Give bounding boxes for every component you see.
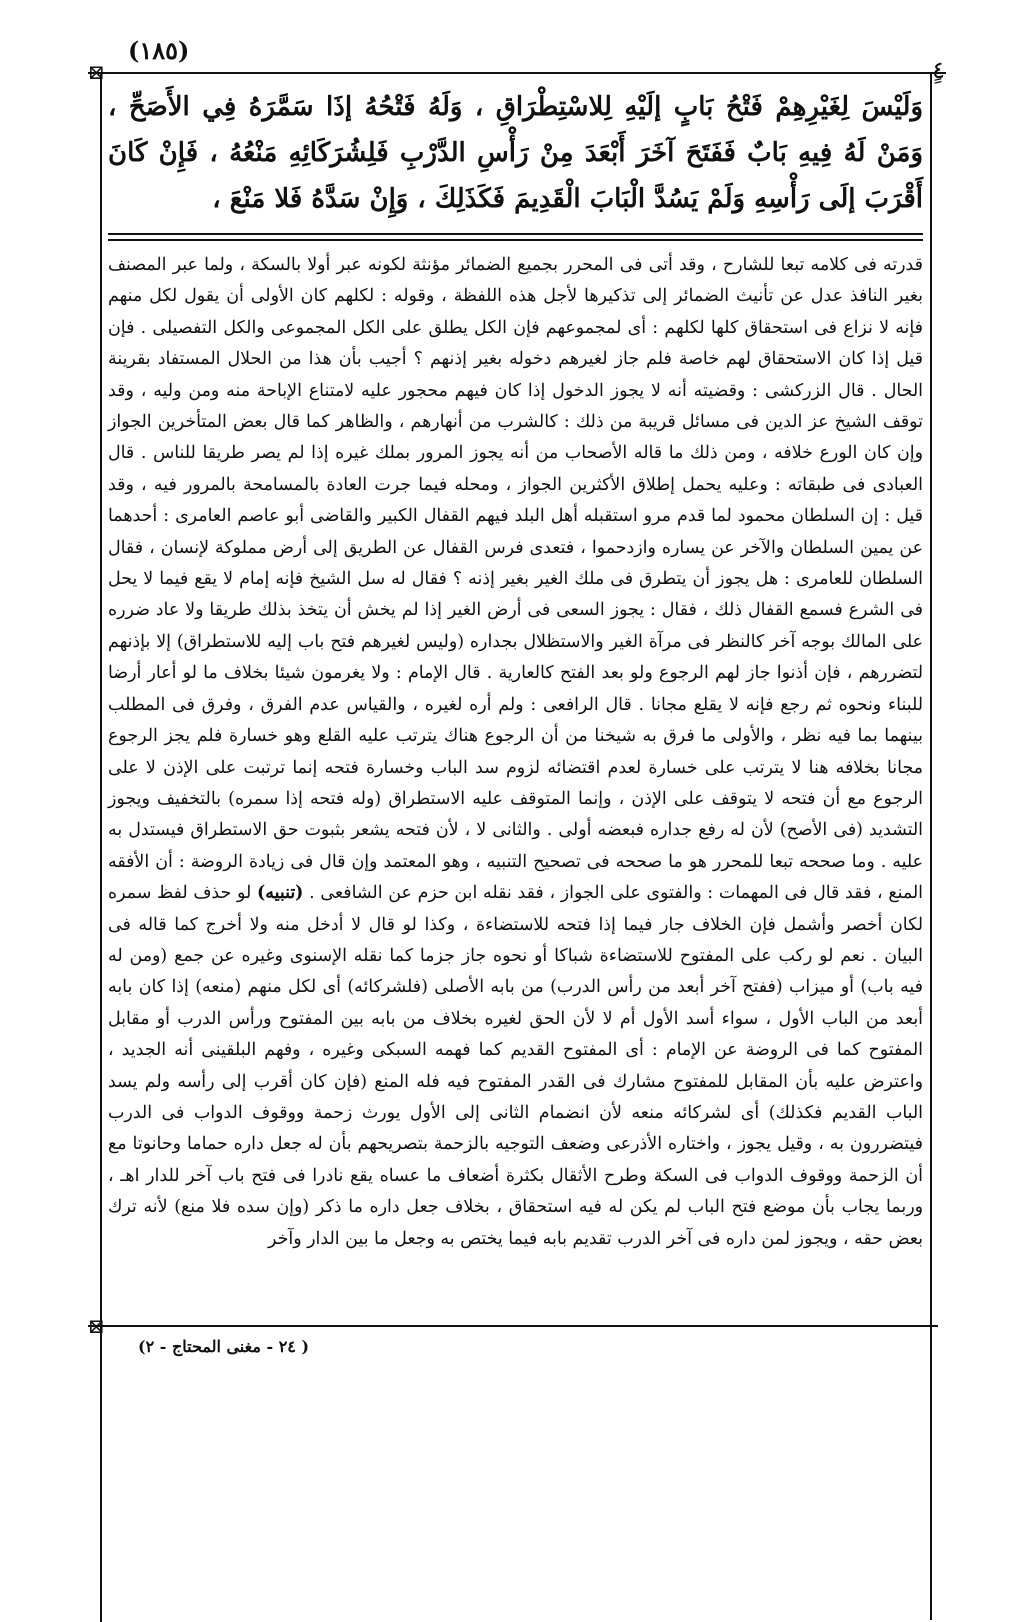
frame-right-line bbox=[930, 72, 932, 1620]
corner-ornament-icon: ⊠ bbox=[88, 1314, 105, 1338]
main-text: وَلَيْسَ لِغَيْرِهِمْ فَتْحُ بَابٍ إلَيْهِ لِلاسْتِطْرَاقِ ، وَلَهُ فَتْحُهُ إذَا سَمَّرَهُ فِي الأَصَحِّ ، وَمَنْ لَهُ فِيهِ بَابٌ فَفَتَحَ آخَرَ أَبْعَدَ مِنْ رَأْسِ الدَّرْبِ فَلِشُرَكَائِهِ مَنْعُهُ ، فَإِنْ كَانَ أَقْرَبَ إلَى رَأْسِهِ وَلَمْ يَسُدَّ الْبَابَ الْقَدِيمَ فَكَذَلِكَ ، وَإِنْ سَدَّهُ فَلا مَنْعَ ، bbox=[108, 92, 923, 214]
commentary-block bbox=[108, 250, 923, 1255]
corner-ornament-icon: ⊠ bbox=[88, 60, 105, 84]
commentary-text: قدرته فى كلامه تبعا للشارح ، وقد أتى فى المحرر بجميع الضمائر مؤنثة لكونه عبر أولا بالسكة ، ولما عبر المصنف بغير النافذ عدل عن تأنيث الضمائر إلى تذكيرها لأجل هذه اللفظة ، وقوله : لكلهم كان الأولى أن يقول لكل منهم فإنه لا نزاع فى استحقاق كلها لكلهم : أى لمجموعهم فإن الكل يطلق على الكل المجموعى والكل التفصيلى . فإن قيل إذا كان الاستحقاق لهم خاصة فلم جاز لغيرهم دخوله بغير إذنهم ؟ أجيب بأن هذا من الحلال المستفاد بقرينة الحال . قال الزركشى : وقضيته أنه لا يجوز الدخول إذا كان فيهم محجور عليه لامتناع الإباحة منه ومن وليه ، وقد توقف الشيخ عز الدين فى مسائل قريبة من ذلك : كالشرب من أنهارهم ، والظاهر كما قال بعض المتأخرين الجواز وإن كان الورع خلافه ، ومن ذلك ما قاله الأصحاب من أنه يجوز المرور بملك غيره إذا لم يصر طريقا للناس . قال العبادى فى طبقاته : وعليه يحمل إطلاق الأكثرين الجواز ، ومحله فيما جرت العادة بالمسامحة بالمرور فيه ، وقد قيل : إن السلطان محمود لما قدم مرو استقبله أهل البلد فيهم القفال الكبير والقاضى أبو عاصم العامرى : أحدهما عن يمين السلطان والآخر عن يساره وازدحموا ، فتعدى فرس القفال عن الطريق إلى أرض مملوكة لإنسان ، فقال السلطان للعامرى : هل يجوز أن يتطرق فى ملك الغير بغير إذنه ؟ فقال له سل الشيخ فإنه إمام لا يقع فيما لا يحل فى الشرع فسمع القفال ذلك ، فقال : يجوز السعى فى أرض الغير إذا لم يخش أن يتخذ بذلك طريقا ولا عاد ضرره على المالك بوجه آخر كالنظر فى مرآة الغير والاستظلال بجداره (وليس لغيرهم فتح باب إليه للاستطراق) إلا بإذنهم لتضررهم ، فإن أذنوا جاز لهم الرجوع ولو بعد الفتح كالعارية . قال الإمام : ولا يغرمون شيئا بخلاف ما لو أعار أرضا للبناء ونحوه ثم رجع فإنه لا يقلع مجانا . قال الرافعى : ولم أره لغيره ، والقياس عدم الفرق ، وفرق فى المطلب بينهما بما فيه نظر ، والأولى ما فرق به شيخنا من أن الرجوع هناك يترتب عليه القلع وهو خسارة فلم يجز الرجوع مجانا بخلافه هنا لا يترتب على خسارة لعدم اقتضائه لزوم سد الباب وخسارة فتحه إنما ترتبت على الإذن لا على الرجوع مع أن فتحه لا يتوقف على الإذن ، وإنما المتوقف عليه الاستطراق (وله فتحه إذا سمره) بالتخفيف ويجوز التشديد (فى الأصح) لأن له رفع جداره فبعضه أولى . والثانى لا ، لأن فتحه يشعر بثبوت حق الاستطراق فيستدل به عليه . وما صححه تبعا للمحرر هو ما صححه فى تصحيح التنبيه ، وهو المعتمد وإن قال فى زيادة الروضة : أن الأفقه المنع ، فقد قال فى المهمات : والفتوى على الجواز ، فقد نقله ابن حزم عن الشافعى . bbox=[108, 255, 924, 904]
frame-left-line bbox=[100, 72, 102, 1622]
frame-top-line bbox=[88, 72, 946, 74]
note-label: (تنبيه) bbox=[257, 883, 304, 904]
footer-signature: ( ٢٤ - مغنى المحتاج - ٢) bbox=[138, 1337, 310, 1356]
page-number: (١٨٥) bbox=[128, 36, 190, 65]
divider bbox=[108, 239, 923, 241]
note-text: لو حذف لفظ سمره لكان أخصر وأشمل فإن الخلاف جار فيما إذا فتحه للاستضاءة ، وكذا لو قال لا أدخل منه ولا أخرج كما قاله فى البيان . نعم لو ركب على المفتوح للاستضاءة شباكا أو نحوه جاز جزما كما نقله الإسنوى وغيره عن جمع (ومن له فيه باب) أو ميزاب (ففتح آخر أبعد من رأس الدرب) من بابه الأصلى (فلشركائه) أى لكل منهم (منعه) إذا كان بابه أبعد من الباب الأول ، سواء أسد الأول أم لا لأن الحق لغيره بخلاف من بابه بين المفتوح ورأس الدرب أو مقابل المفتوح كما فى الروضة عن الإمام : أى المفتوح القديم كما فهمه السبكى وغيره ، وفهم البلقينى أنه الجديد ، واعترض عليه بأن المقابل للمفتوح مشارك فى القدر المفتوح فيه فله المنع (فإن كان أقرب إلى رأسه ولم يسد الباب القديم فكذلك) أى لشركائه منعه لأن انضمام الثانى إلى الأول يورث زحمة ووقوف الدواب فى الدرب فيتضررون به ، وقيل يجوز ، واختاره الأذرعى وضعف التوجيه بالزحمة بتصريحهم بأن له جعل داره حماما وحانوتا مع أن الزحمة ووقوف الدواب فى السكة وطرح الأثقال بكثرة أضعاف ما عساه يقع نادرا فى فتح باب آخر للدار اهـ ، وربما يجاب بأن موضع فتح الباب لم يكن له فيه استحقاق ، بخلاف جعل داره ما ذكر (وإن سده فلا منع) لأنه ترك بعض حقه ، ويجوز لمن داره فى آخر الدرب تقديم بابه فيما يختص به وجعل ما بين الدار وآخر bbox=[108, 883, 923, 1249]
frame-bottom-line bbox=[88, 1325, 938, 1327]
divider bbox=[108, 233, 923, 235]
corner-ornament-icon: ٍ٤ bbox=[932, 56, 945, 84]
